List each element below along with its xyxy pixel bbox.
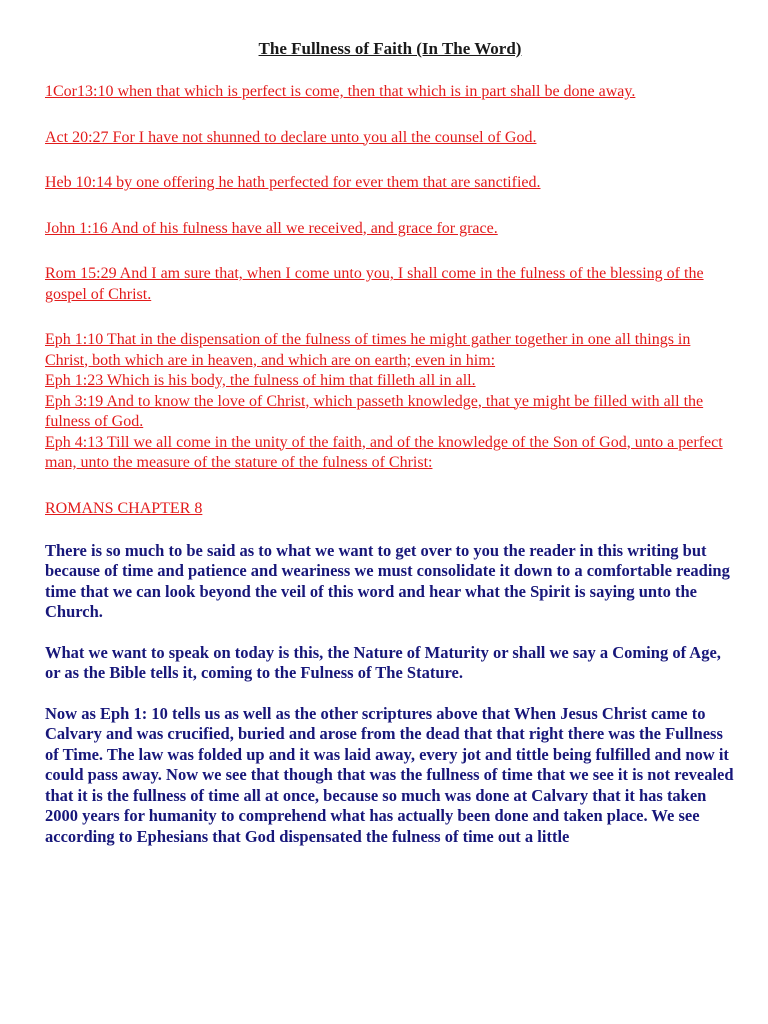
verse-eph-3-19: Eph 3:19 And to know the love of Christ, which passeth knowledge, that ye might be filled with all the fulness of God. — [45, 392, 704, 430]
verse-rom-15-29: Rom 15:29 And I am sure that, when I come unto you, I shall come in the fulness of the blessing of the gospel of Christ. — [45, 265, 704, 303]
body-paragraph: What we want to speak on today is this, the Nature of Maturity or shall we say a Coming of Age, or as the Bible tells it, coming to the Fulness of The Stature. — [45, 642, 721, 682]
body-paragraph: Now as Eph 1: 10 tells us as well as the other scriptures above that When Jesus Christ came to Calvary and was crucified, buried and arose from the dead that that right there was the Fullness of Time. The law was folded up and it was laid away, every jot and tittle being fulfilled and now it could pass away. Now we see that though that was the fullness of time that we see it is not revealed that it is the fullness of time all at once, because so much was done at Calvary that it has taken 2000 years for humanity to comprehend what has actually been done and taken place. We see according to Ephesians that God dispensated the fulness of time out a little — [45, 703, 734, 846]
verse-heb-10-14: Heb 10:14 by one offering he hath perfected for ever them that are sanctified. — [45, 174, 541, 191]
verse-eph-4-13: Eph 4:13 Till we all come in the unity of the faith, and of the knowledge of the Son of God, unto a perfect man, unto the measure of the stature of the fulness of Christ: — [45, 433, 723, 471]
ephesians-verse-group — [45, 330, 735, 474]
verse-eph-1-10: Eph 1:10 That in the dispensation of the fulness of times he might gather together in one all things in Christ, both which are in heaven, and which are on earth; even in him: — [45, 331, 691, 369]
section-heading: ROMANS CHAPTER 8 — [45, 499, 203, 517]
verse-1cor-13-10: 1Cor13:10 when that which is perfect is come, then that which is in part shall be done away. — [45, 83, 636, 100]
verse-acts-20-27: Act 20:27 For I have not shunned to declare unto you all the counsel of God. — [45, 128, 537, 146]
verse-eph-1-23: Eph 1:23 Which is his body, the fulness of him that filleth all in all. — [45, 372, 476, 389]
document-page — [45, 38, 735, 847]
body-paragraph: There is so much to be said as to what we want to get over to you the reader in this writing but because of time and patience and weariness we must consolidate it down to a comfortable reading time that we can look beyond the veil of this word and hear what the Spirit is saying unto the Church. — [45, 540, 730, 621]
verse-john-1-16: John 1:16 And of his fulness have all we received, and grace for grace. — [45, 219, 498, 237]
document-title: The Fullness of Faith (In The Word) — [258, 39, 522, 58]
